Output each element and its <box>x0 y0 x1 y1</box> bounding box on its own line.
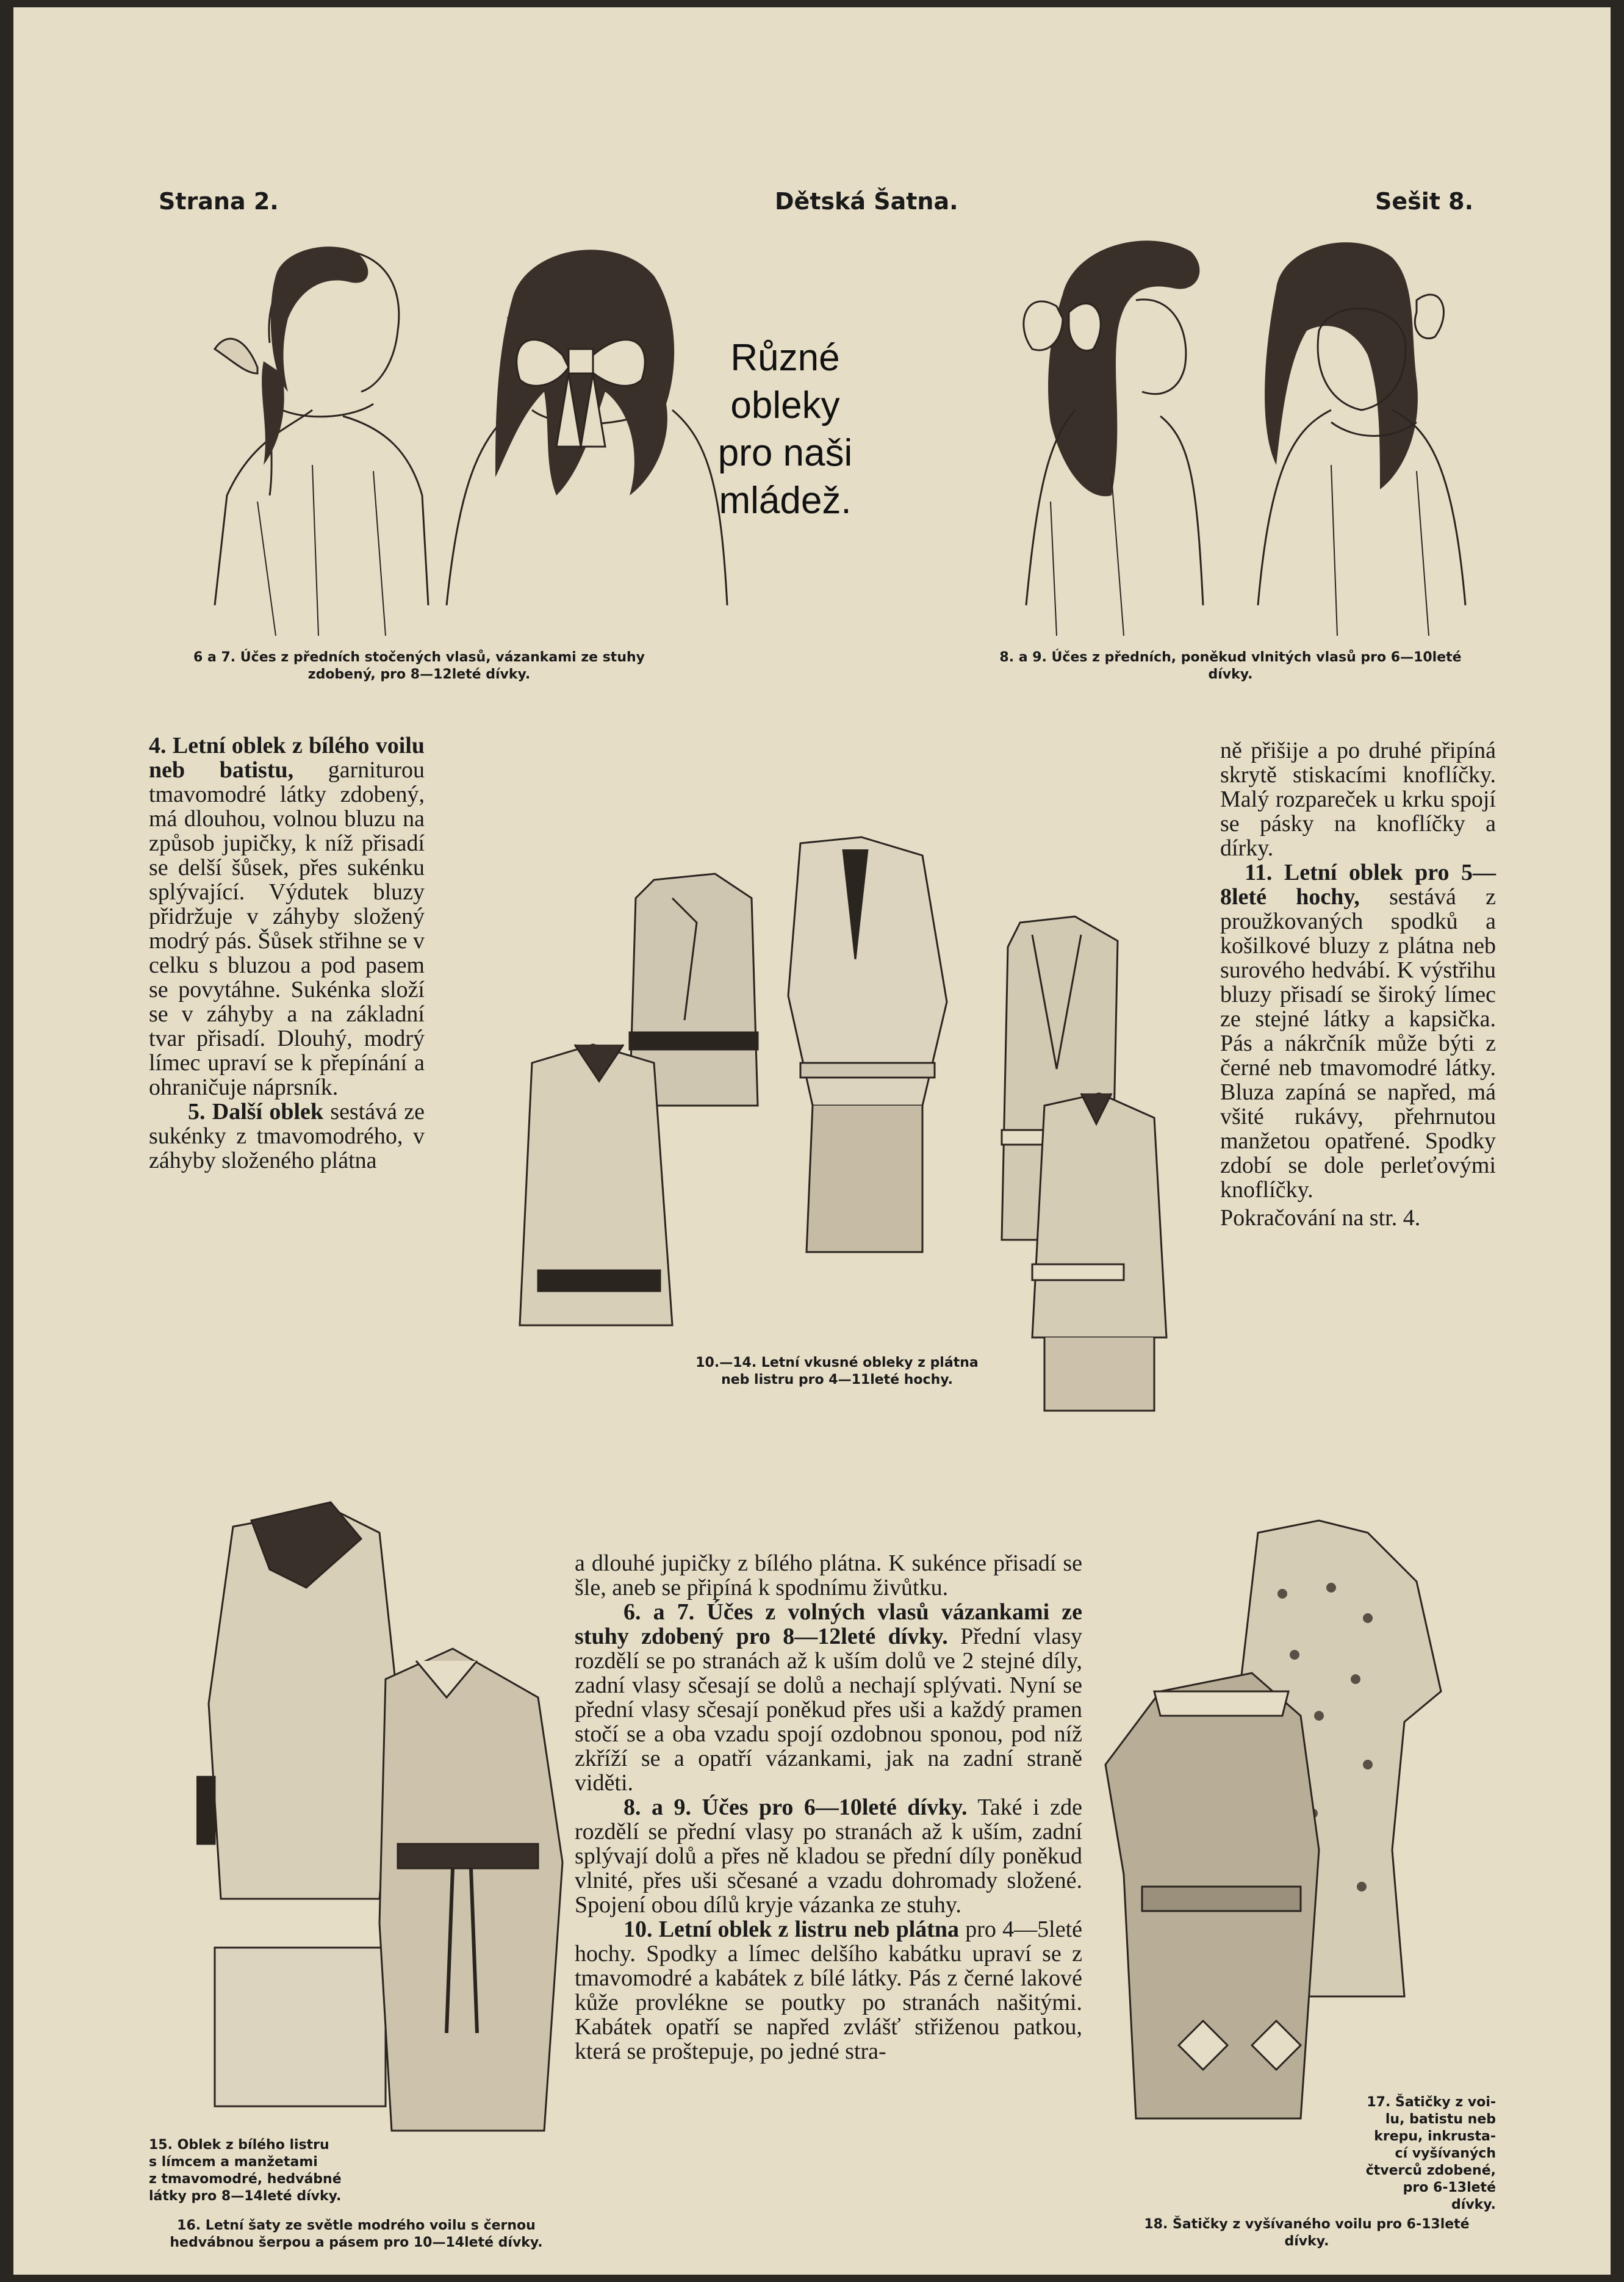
paragraph-continuation: ně přišije a po druhé připíná skrytě stiskacími knoflíčky. Malý rozpareček u krku spojí se pásky na knoflíčky a dírky. <box>1220 738 1496 861</box>
paragraph-5 <box>149 1100 425 1173</box>
boys-outfits-illustration-10-14 <box>495 801 1197 1423</box>
paragraph-4 <box>149 733 425 1100</box>
caption-17-line-5: čtverců zdobené, <box>1365 2163 1496 2178</box>
caption-10-14-line-2: neb listru pro 4—11leté hochy. <box>721 1372 953 1388</box>
title-line-2: pro naši <box>717 432 853 474</box>
caption-6-7 <box>154 649 684 683</box>
caption-17-line-3: krepu, inkrusta- <box>1374 2129 1496 2144</box>
paragraph-4-heading: 4. Letní oblek z bílého voilu neb batistu, <box>149 733 425 783</box>
caption-16-line-2: hedvábnou šerpou a pásem pro 10—14leté dívky. <box>170 2235 543 2250</box>
caption-17-line-7: dívky. <box>1451 2197 1496 2212</box>
magazine-page <box>13 7 1611 2275</box>
caption-8-9-line-2: dívky. <box>1208 667 1253 682</box>
paragraph-11-body: sestává z proužkovaných spodků a košilkové bluzy z plátna neb surového hedvábí. K výstřihu bluzy přisadí se široký límec ze stejné látky a kapsička. Pás a nákrčník může býti z černé neb tmavomodré látky. Bluza zapíná se napřed, má všité rukávy, přehrnutou manžetou opatřené. Spodky zdobí se dole perleťovými knoflíčky. <box>1220 884 1496 1203</box>
caption-8-9-line-1: 8. a 9. Účes z předních, poněkud vlnitých vlasů pro 6—10leté <box>999 650 1462 665</box>
paragraph-6-7 <box>575 1600 1082 1795</box>
paragraph-11-heading: 11. Letní oblek pro 5—8leté hochy, <box>1220 860 1496 910</box>
caption-15-line-3: z tmavomodré, hedvábné <box>149 2172 342 2187</box>
girls-dresses-illustration-17-18 <box>1099 1508 1526 2143</box>
paragraph-6-7-heading: 6. a 7. Účes z volných vlasů vázankami ze stuhy zdobený pro 8—12leté dívky. <box>575 1599 1082 1649</box>
paragraph-8-9 <box>575 1795 1082 1917</box>
right-column-text <box>1220 738 1496 1230</box>
caption-17-line-4: cí vyšívaných <box>1395 2146 1496 2161</box>
paragraph-8-9-heading: 8. a 9. Účes pro 6—10leté dívky. <box>623 1794 968 1820</box>
caption-18-line-1: 18. Šatičky z vyšívaného voilu pro 6-13leté <box>1144 2217 1470 2232</box>
title-line-1: Různé obleky <box>730 337 840 427</box>
left-column-text <box>149 733 425 1173</box>
paragraph-5-body: sestává ze sukénky z tmavomodrého, v záhyby složeného plátna <box>149 1099 425 1173</box>
issue-number: Sešit 8. <box>1375 188 1474 215</box>
center-paragraph-continuation: a dlouhé jupičky z bílého plátna. K sukénce přisadí se šle, aneb se připíná k spodnímu živůtku. <box>575 1550 1082 1600</box>
caption-15 <box>149 2137 405 2205</box>
title-line-3: mládež. <box>719 480 852 522</box>
caption-17 <box>1349 2094 1496 2214</box>
caption-10-14 <box>666 1355 1008 1389</box>
paragraph-10-heading: 10. Letní oblek z listru neb plátna <box>623 1917 960 1942</box>
caption-17-line-1: 17. Šatičky z voi- <box>1367 2095 1496 2110</box>
paragraph-11 <box>1220 860 1496 1202</box>
paragraph-4-body: garniturou tmavomodré látky zdobený, má dlouhou, volnou bluzu na způsob jupičky, k níž přisadí se delší šůsek, přes sukénku splývající. Výdutek bluzy přidržuje v záhyby složený modrý pás. Šůsek střihne se v celku s bluzou a pod pasem se povytáhne. Sukénka složí se v záhyby a na základní tvar přisadí. Dlouhý, modrý límec upraví se k přepínání a ohraničuje náprsník. <box>149 757 425 1100</box>
hairstyle-illustration-8-9 <box>990 209 1526 636</box>
caption-8-9 <box>959 649 1502 683</box>
paragraph-5-heading: 5. Další oblek <box>188 1099 324 1125</box>
caption-18-line-2: dívky. <box>1284 2234 1329 2249</box>
caption-16 <box>149 2217 564 2251</box>
hairstyle-illustration-6-7 <box>190 209 886 636</box>
girls-outfits-illustration-15-16 <box>196 1496 587 2137</box>
magazine-title: Dětská Šatna. <box>775 188 958 215</box>
paragraph-8-9-body: Také i zde rozdělí se přední vlasy po stranách až k uším, zadní splývají dolů a přes ně kladou se přední díly poněkud vlnité, přes uši sčesané a vzadu dohromady složené. Spojení obou dílů kryje vázanka ze stuhy. <box>575 1794 1082 1918</box>
caption-18 <box>1093 2216 1520 2250</box>
caption-15-line-2: s límcem a manžetami <box>149 2154 318 2170</box>
caption-10-14-line-1: 10.—14. Letní vkusné obleky z plátna <box>695 1355 979 1370</box>
caption-16-line-1: 16. Letní šaty ze světle modrého voilu s černou <box>177 2218 536 2233</box>
center-column-text <box>575 1551 1082 2064</box>
caption-17-line-2: lu, batistu neb <box>1385 2112 1496 2127</box>
paragraph-10-body: pro 4—5leté hochy. Spodky a límec delšího kabátku upraví se z tmavomodré a kabátek z bílé látky. Pás z černé lakové kůže provlékne se poutky po stranách našitými. Kabátek opatří se napřed zvlášť střiženou patkou, která se proštepuje, po jedné stra- <box>575 1917 1082 2064</box>
caption-15-line-1: 15. Oblek z bílého listru <box>149 2137 329 2153</box>
caption-6-7-line-2: zdobený, pro 8—12leté dívky. <box>307 667 531 682</box>
caption-15-line-4: látky pro 8—14leté dívky. <box>149 2189 342 2204</box>
paragraph-10 <box>575 1917 1082 2064</box>
page-number: Strana 2. <box>159 188 279 215</box>
paragraph-6-7-body: Přední vlasy rozdělí se po stranách až k uším dolů ve 2 stejné díly, zadní vlasy sčesají se dolů a nechají splývati. Nyní se přední vlasy sčesají poněkud přes uši a každý pramen stočí se a oba vzadu spojí ozdobnou sponou, pod níž zkříží se a opatří vázankami, jak na zadní straně viděti. <box>575 1624 1082 1796</box>
caption-17-line-6: pro 6-13leté <box>1403 2180 1496 2195</box>
continued-note: Pokračování na str. 4. <box>1220 1205 1421 1231</box>
caption-6-7-line-1: 6 a 7. Účes z předních stočených vlasů, vázankami ze stuhy <box>193 650 645 665</box>
